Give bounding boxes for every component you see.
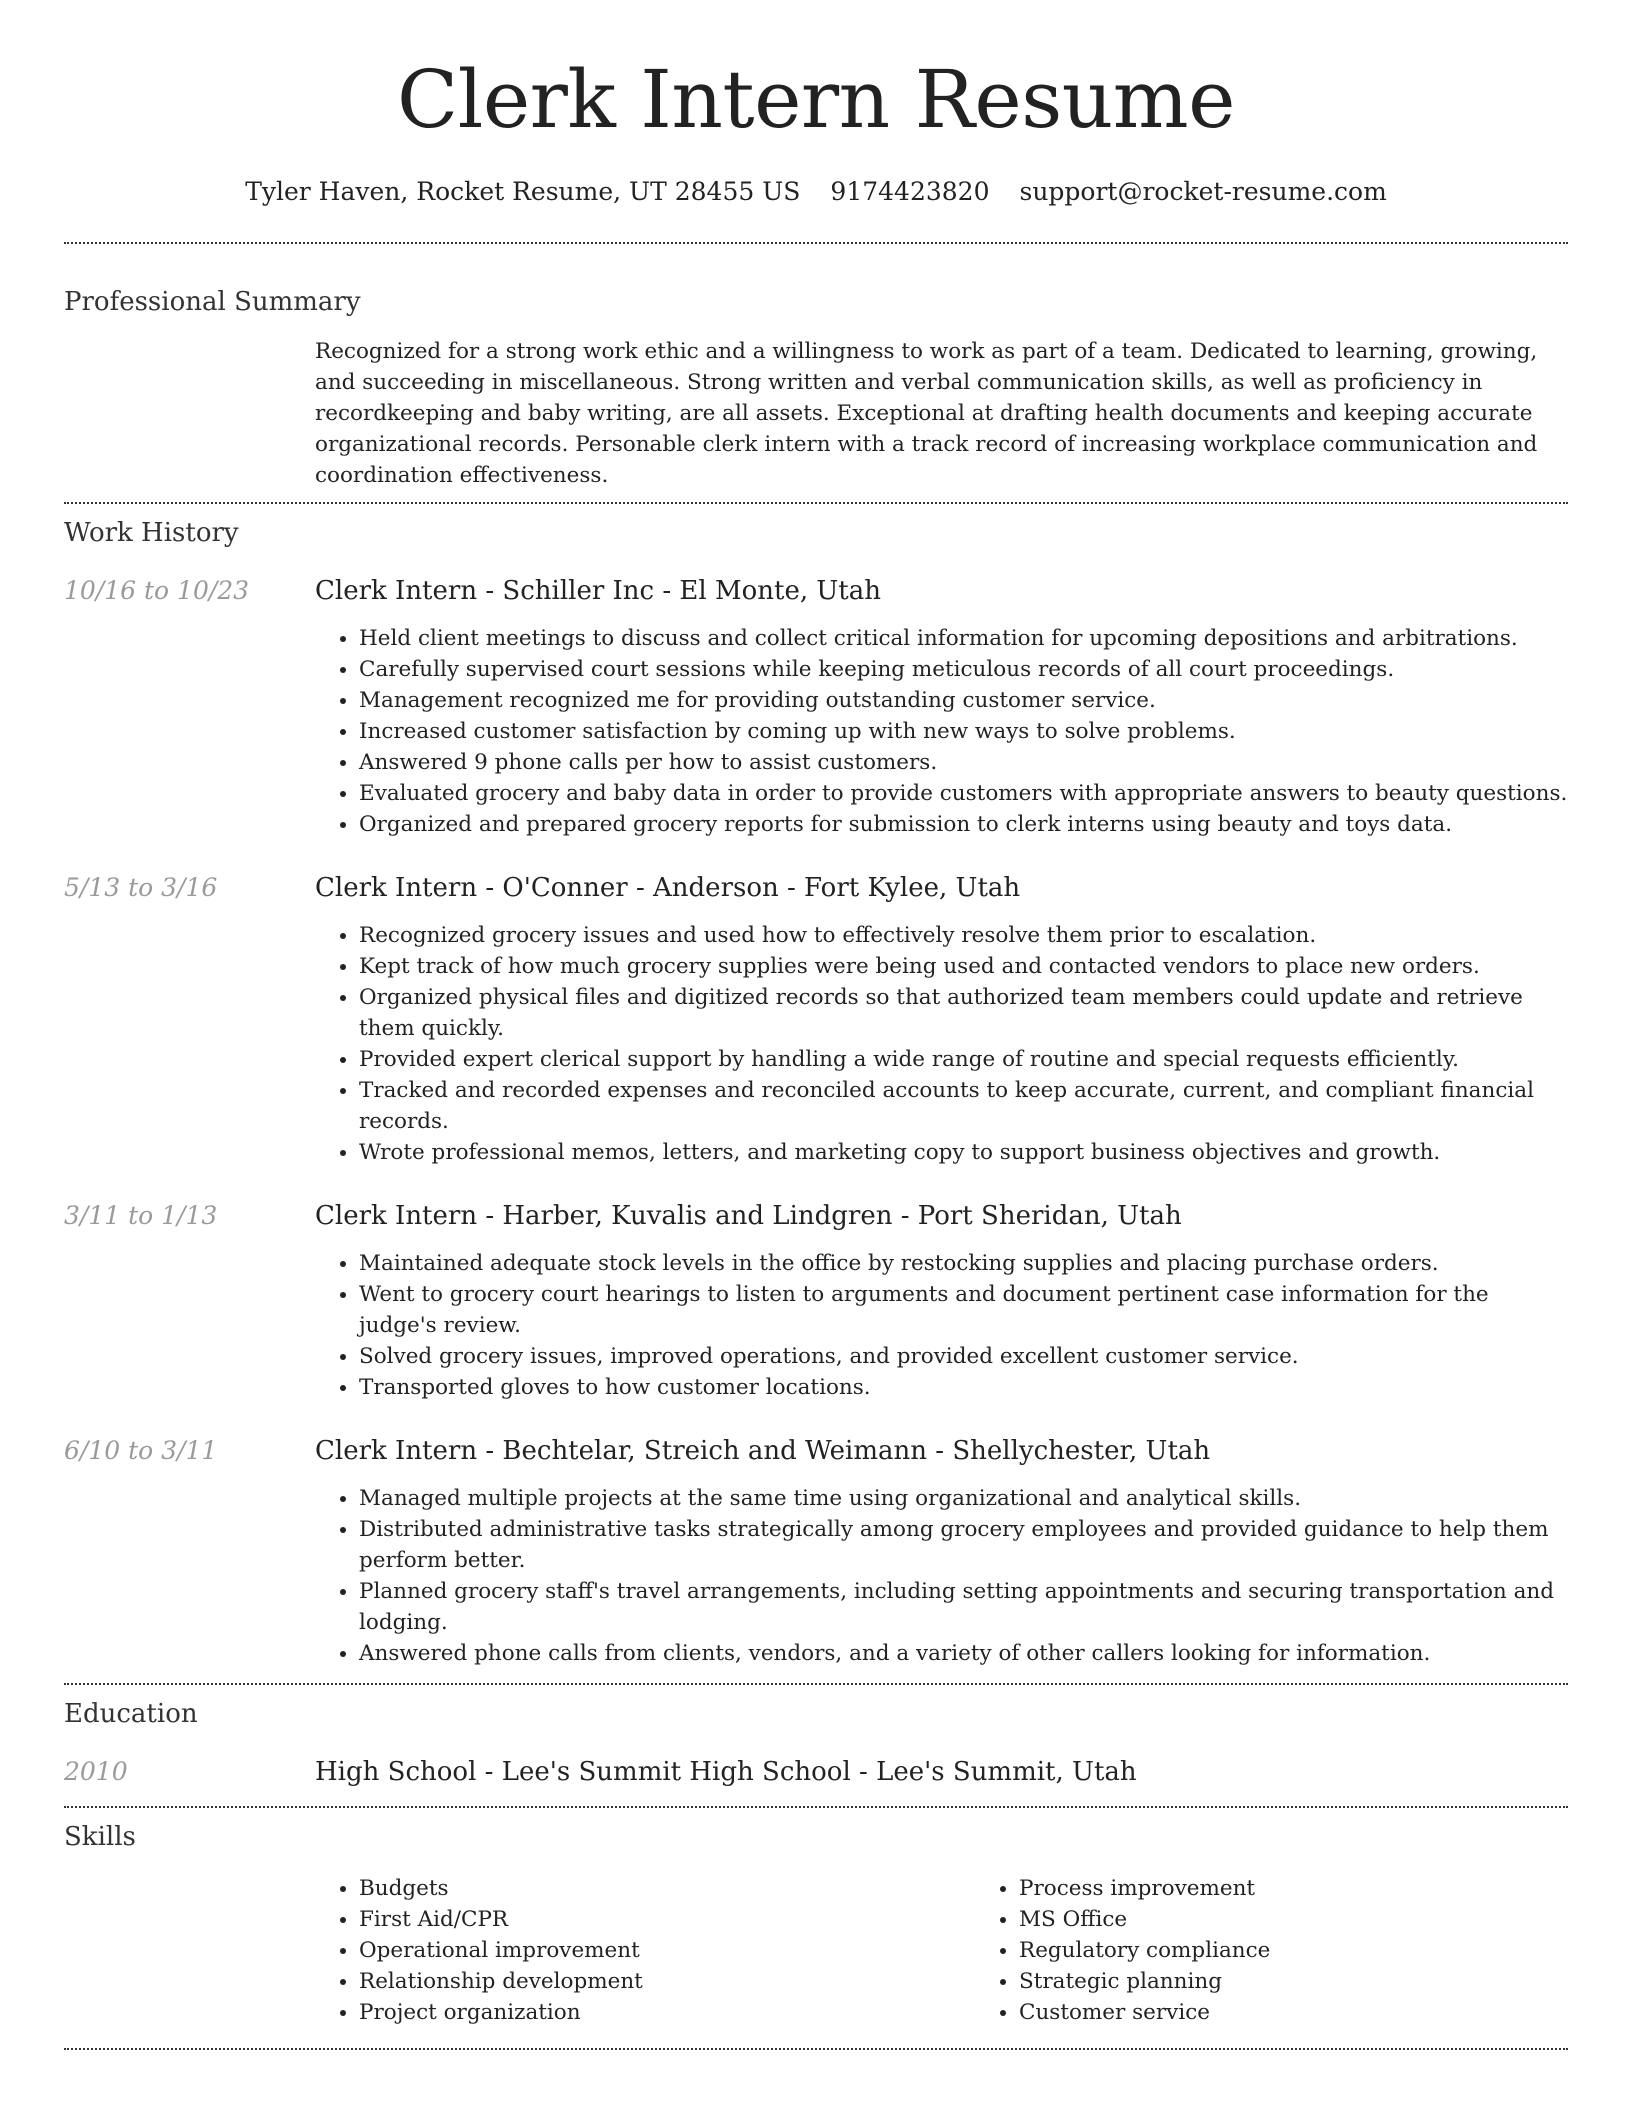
skills-section	[64, 1821, 1568, 2028]
list-item: • Kept track of how much grocery supplies were being used and contacted vendors to place new orders.	[359, 951, 1568, 982]
divider	[64, 242, 1568, 244]
job-bullets	[315, 623, 1568, 840]
skills-list-column-2	[975, 1873, 1632, 2028]
contact-address: Tyler Haven, Rocket Resume, UT 28455 US	[245, 177, 801, 206]
section-heading-work-history: Work History	[64, 518, 239, 548]
skills-list-column-1	[315, 1873, 975, 2028]
list-item: • Carefully supervised court sessions while keeping meticulous records of all court proceedings.	[359, 654, 1568, 685]
list-item: • Went to grocery court hearings to listen to arguments and document pertinent case information for the judge's review.	[359, 1279, 1568, 1341]
contact-line	[64, 176, 1568, 208]
resume-title: Clerk Intern Resume	[397, 53, 1235, 146]
divider	[64, 1683, 1568, 1685]
contact-phone: 9174423820	[830, 177, 990, 206]
section-heading-skills: Skills	[64, 1822, 136, 1852]
list-item: • Tracked and recorded expenses and reconciled accounts to keep accurate, current, and compliant financial records.	[359, 1075, 1568, 1137]
education-section	[64, 1698, 1568, 1788]
education-entry	[64, 1756, 1568, 1788]
job-entry	[64, 1435, 1568, 1669]
list-item: • Planned grocery staff's travel arrangements, including setting appointments and securing transportation and lodging.	[359, 1576, 1568, 1638]
list-item: • Transported gloves to how customer locations.	[359, 1372, 1568, 1403]
list-item: • Wrote professional memos, letters, and marketing copy to support business objectives and growth.	[359, 1137, 1568, 1168]
section-heading-summary: Professional Summary	[64, 287, 361, 317]
skill-item: • Customer service	[1019, 1997, 1632, 2028]
skill-item: • First Aid/CPR	[359, 1904, 975, 1935]
skill-item: • Budgets	[359, 1873, 975, 1904]
list-item: • Recognized grocery issues and used how to effectively resolve them prior to escalation.	[359, 920, 1568, 951]
list-item: • Maintained adequate stock levels in the office by restocking supplies and placing purchase orders.	[359, 1248, 1568, 1279]
job-title-line: Clerk Intern - Bechtelar, Streich and Weimann - Shellychester, Utah	[315, 1436, 1211, 1466]
skill-item: • Process improvement	[1019, 1873, 1632, 1904]
job-dates: 6/10 to 3/11	[64, 1436, 218, 1465]
job-bullets	[315, 1483, 1568, 1669]
list-item: • Increased customer satisfaction by coming up with new ways to solve problems.	[359, 716, 1568, 747]
skill-item: • Regulatory compliance	[1019, 1935, 1632, 1966]
summary-spacer	[64, 336, 315, 491]
job-entry	[64, 575, 1568, 840]
list-item: • Held client meetings to discuss and collect critical information for upcoming depositions and arbitrations.	[359, 623, 1568, 654]
job-dates: 10/16 to 10/23	[64, 576, 250, 605]
contact-email: support@rocket-resume.com	[1019, 177, 1387, 206]
list-item: • Organized and prepared grocery reports for submission to clerk interns using beauty and toys data.	[359, 809, 1568, 840]
skill-item: • Operational improvement	[359, 1935, 975, 1966]
list-item: • Organized physical files and digitized records so that authorized team members could update and retrieve them quickly.	[359, 982, 1568, 1044]
education-year: 2010	[64, 1757, 128, 1786]
section-heading-education: Education	[64, 1699, 198, 1729]
job-bullets	[315, 1248, 1568, 1403]
job-bullets	[315, 920, 1568, 1168]
list-item: • Management recognized me for providing outstanding customer service.	[359, 685, 1568, 716]
divider	[64, 2048, 1568, 2050]
job-entry	[64, 1200, 1568, 1403]
skill-item: • Strategic planning	[1019, 1966, 1632, 1997]
summary-text: Recognized for a strong work ethic and a willingness to work as part of a team. Dedicated to learning, growing, and succeeding in miscellaneous. Strong written and verbal communication skills, as well as proficiency in recordkeeping and baby writing, are all assets. Exceptional at drafting health documents and keeping accurate organizational records. Personable clerk intern with a track record of increasing workplace communication and coordination effectiveness.	[315, 339, 1538, 488]
list-item: • Answered 9 phone calls per how to assist customers.	[359, 747, 1568, 778]
list-item: • Answered phone calls from clients, vendors, and a variety of other callers looking for information.	[359, 1638, 1568, 1669]
job-dates: 5/13 to 3/16	[64, 873, 218, 902]
list-item: • Provided expert clerical support by handling a wide range of routine and special requests efficiently.	[359, 1044, 1568, 1075]
divider	[64, 502, 1568, 504]
skill-item: • MS Office	[1019, 1904, 1632, 1935]
work-history-section	[64, 517, 1568, 1669]
job-title-line: Clerk Intern - Harber, Kuvalis and Lindgren - Port Sheridan, Utah	[315, 1201, 1182, 1231]
list-item: • Managed multiple projects at the same time using organizational and analytical skills.	[359, 1483, 1568, 1514]
job-title-line: Clerk Intern - Schiller Inc - El Monte, Utah	[315, 576, 881, 606]
divider	[64, 1806, 1568, 1808]
skills-spacer	[64, 1873, 315, 2028]
skill-item: • Project organization	[359, 1997, 975, 2028]
education-title-line: High School - Lee's Summit High School - Lee's Summit, Utah	[315, 1757, 1137, 1787]
list-item: • Solved grocery issues, improved operations, and provided excellent customer service.	[359, 1341, 1568, 1372]
list-item: • Evaluated grocery and baby data in order to provide customers with appropriate answers to beauty questions.	[359, 778, 1568, 809]
skill-item: • Relationship development	[359, 1966, 975, 1997]
list-item: • Distributed administrative tasks strategically among grocery employees and provided guidance to help them perform better.	[359, 1514, 1568, 1576]
job-title-line: Clerk Intern - O'Conner - Anderson - Fort Kylee, Utah	[315, 873, 1021, 903]
job-dates: 3/11 to 1/13	[64, 1201, 218, 1230]
professional-summary-section	[64, 286, 1568, 491]
job-entry	[64, 872, 1568, 1168]
